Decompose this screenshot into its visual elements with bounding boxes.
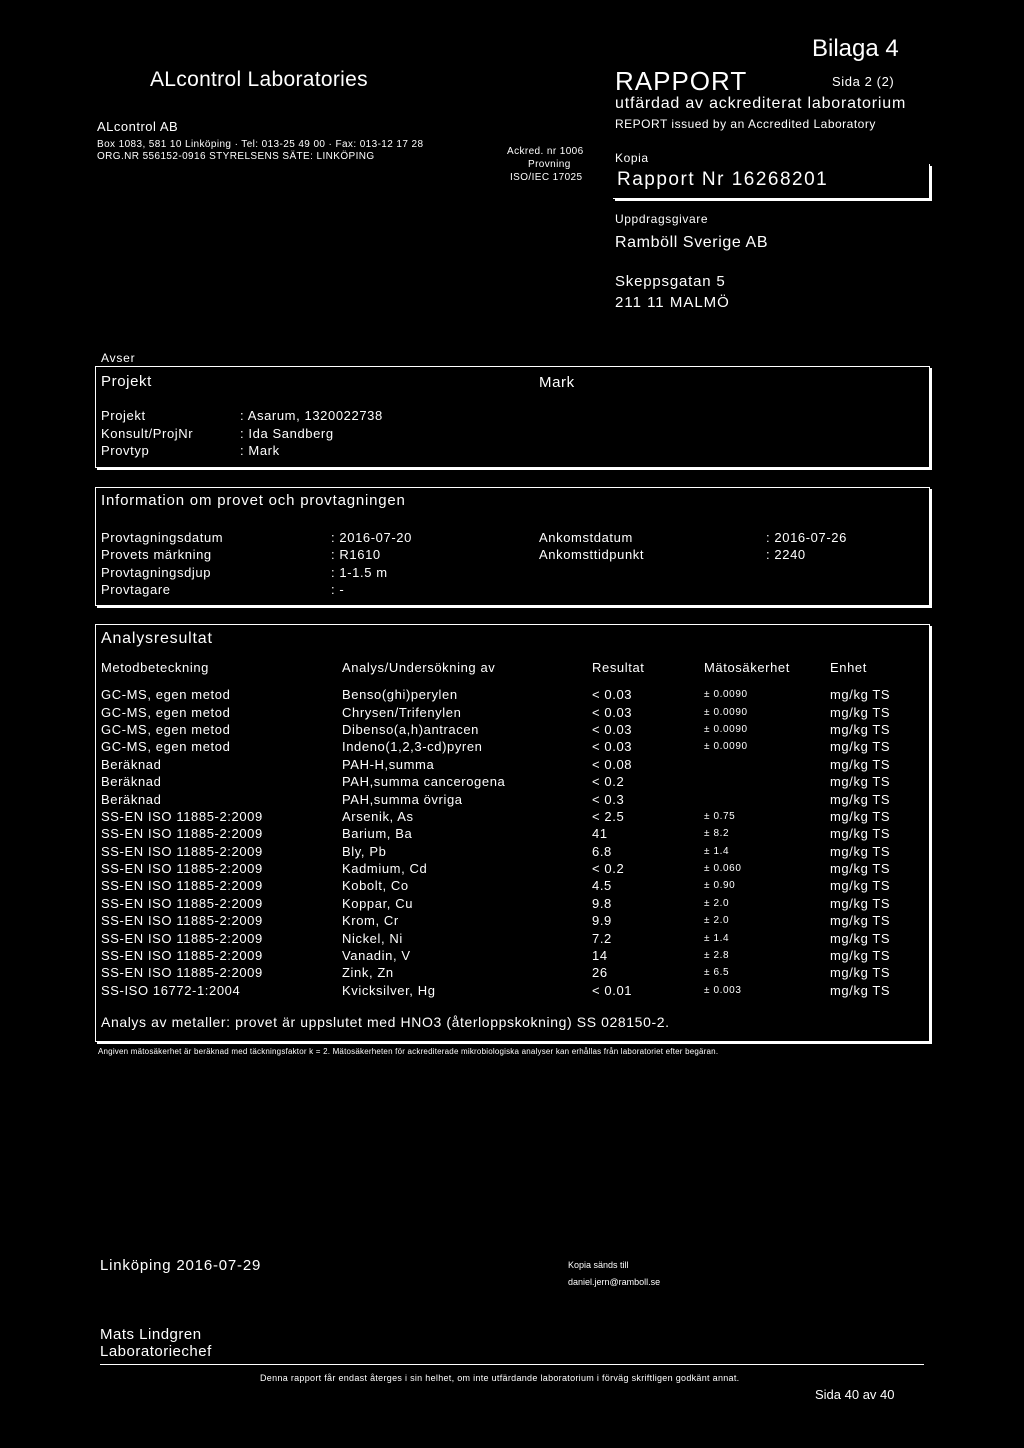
method-cell: SS-EN ISO 11885-2:2009 [101,913,263,929]
method-cell: SS-EN ISO 11885-2:2009 [101,878,263,894]
page-number-top: Sida 2 (2) [832,74,895,89]
table-row [101,860,910,877]
table-row [101,756,910,773]
uncertainty-cell: ± 0.90 [704,880,736,892]
column-header: Mätosäkerhet [704,660,790,675]
analysis-cell: Zink, Zn [342,965,394,981]
table-row [101,912,910,929]
info-value: : 2016-07-26 [766,530,847,545]
uncertainty-cell: ± 0.0090 [704,723,748,735]
analysis-cell: Kvicksilver, Hg [342,982,436,998]
results-title: Analysresultat [101,630,213,647]
footnote: Angiven mätosäkerhet är beräknad med täckningsfaktor k = 2. Mätosäkerheten för ackrediterade mikrobiologiska analyser kan erhållas från laboratoriet efter begäran. [98,1047,719,1056]
table-row [101,964,910,981]
uncertainty-cell: ± 0.0090 [704,706,748,718]
analysis-cell: Nickel, Ni [342,930,403,946]
info-value: : - [331,582,345,597]
unit-cell: mg/kg TS [830,826,891,842]
table-row [101,721,910,738]
signer-name: Mats Lindgren [100,1326,202,1343]
avser-value: : Mark [240,443,280,458]
table-row [101,790,910,807]
analysis-cell: Krom, Cr [342,913,399,929]
uncertainty-cell: ± 1.4 [704,845,730,857]
result-cell: 26 [592,965,608,981]
unit-cell: mg/kg TS [830,808,891,824]
uncertainty-cell: ± 6.5 [704,967,730,979]
result-cell: < 0.03 [592,704,633,720]
avser-label: Avser [101,351,136,365]
analysis-cell: PAH,summa cancerogena [342,774,506,790]
result-cell: 14 [592,948,608,964]
uncertainty-cell: ± 0.75 [704,810,736,822]
avser-value: : Ida Sandberg [240,426,334,441]
method-cell: SS-EN ISO 11885-2:2009 [101,965,263,981]
table-row [101,825,910,842]
table-row [101,738,910,755]
analysis-cell: Kobolt, Co [342,878,409,894]
table-row [101,929,910,946]
table-row [101,982,910,999]
uncertainty-cell: ± 0.0090 [704,741,748,753]
uncertainty-cell: ± 0.0090 [704,689,748,701]
method-cell: SS-EN ISO 11885-2:2009 [101,861,263,877]
uncertainty-cell: ± 0.003 [704,984,742,996]
result-cell: 41 [592,826,608,842]
table-row [101,703,910,720]
unit-cell: mg/kg TS [830,687,891,703]
unit-cell: mg/kg TS [830,982,891,998]
report-number: Rapport Nr 16268201 [617,169,829,190]
copy-email: daniel.jern@ramboll.se [568,1277,661,1287]
avser-key: Projekt [101,408,146,423]
info-value: : 2016-07-20 [331,530,412,545]
info-key: Ankomstdatum [539,530,633,545]
result-cell: < 0.08 [592,756,633,772]
analysis-cell: Benso(ghi)perylen [342,687,458,703]
unit-cell: mg/kg TS [830,878,891,894]
disclaimer: Denna rapport får endast återges i sin helhet, om inte utfärdande laboratorium i förväg skriftligen godkänt annat. [260,1373,740,1383]
bilaga-label: Bilaga 4 [812,35,899,62]
result-cell: < 0.03 [592,721,633,737]
results-note: Analys av metaller: provet är uppslutet med HNO3 (återloppskokning) SS 028150-2. [101,1014,670,1030]
uncertainty-cell: ± 0.060 [704,863,742,875]
column-header: Enhet [830,660,867,675]
unit-cell: mg/kg TS [830,721,891,737]
analysis-cell: Koppar, Cu [342,895,414,911]
method-cell: GC-MS, egen metod [101,721,231,737]
method-cell: SS-EN ISO 11885-2:2009 [101,895,263,911]
table-row [101,773,910,790]
result-cell: < 0.2 [592,774,625,790]
analysis-cell: PAH-H,summa [342,756,435,772]
analysis-cell: PAH,summa övriga [342,791,463,807]
method-cell: SS-ISO 16772-1:2004 [101,982,241,998]
client-city: 211 11 MALMÖ [615,294,730,311]
uncertainty-cell: ± 1.4 [704,932,730,944]
issued-sv: utfärdad av ackrediterat laboratorium [615,95,907,112]
unit-cell: mg/kg TS [830,791,891,807]
method-cell: GC-MS, egen metod [101,704,231,720]
unit-cell: mg/kg TS [830,774,891,790]
avser-key: Konsult/ProjNr [101,426,194,441]
company-name: ALcontrol AB [97,119,179,134]
analysis-cell: Dibenso(a,h)antracen [342,721,480,737]
analysis-cell: Bly, Pb [342,843,387,859]
result-cell: 9.9 [592,913,612,929]
info-key: Provtagningsdjup [101,565,212,580]
accreditation-nr: Ackred. nr 1006 [507,146,584,157]
result-cell: 9.8 [592,895,612,911]
info-key: Provtagare [101,582,171,597]
accreditation-standard: ISO/IEC 17025 [510,172,583,183]
table-row [101,877,910,894]
analysis-cell: Kadmium, Cd [342,861,428,877]
uncertainty-cell: ± 2.0 [704,897,730,909]
result-cell: 7.2 [592,930,612,946]
table-row [101,947,910,964]
signer-title: Laboratoriechef [100,1343,212,1360]
analysis-cell: Indeno(1,2,3-cd)pyren [342,739,483,755]
kopia-label: Kopia [615,151,649,165]
info-value: : R1610 [331,547,381,562]
org-number: ORG.NR 556152-0916 STYRELSENS SÄTE: LINKÖPING [97,151,375,162]
analysis-cell: Vanadin, V [342,948,411,964]
avser-box [95,366,930,468]
result-cell: 6.8 [592,843,612,859]
unit-cell: mg/kg TS [830,930,891,946]
avser-title-left: Projekt [101,373,152,390]
results-table [101,686,910,999]
method-cell: GC-MS, egen metod [101,687,231,703]
uncertainty-cell: ± 8.2 [704,828,730,840]
uncertainty-cell [704,790,830,807]
info-value: : 2240 [766,547,806,562]
result-cell: 4.5 [592,878,612,894]
place-date: Linköping 2016-07-29 [100,1257,262,1274]
page-number: Sida 40 av 40 [815,1387,895,1402]
uncertainty-cell: ± 2.8 [704,950,730,962]
unit-cell: mg/kg TS [830,756,891,772]
rapport-title: RAPPORT [615,66,748,96]
table-row [101,843,910,860]
method-cell: Beräknad [101,791,162,807]
method-cell: SS-EN ISO 11885-2:2009 [101,808,263,824]
company-address: Box 1083, 581 10 Linköping · Tel: 013-25 49 00 · Fax: 013-12 17 28 [97,139,424,150]
unit-cell: mg/kg TS [830,861,891,877]
analysis-cell: Chrysen/Trifenylen [342,704,462,720]
column-header: Analys/Undersökning av [342,660,496,675]
issued-en: REPORT issued by an Accredited Laboratory [615,117,876,131]
result-cell: < 2.5 [592,808,625,824]
unit-cell: mg/kg TS [830,948,891,964]
method-cell: SS-EN ISO 11885-2:2009 [101,826,263,842]
info-key: Ankomsttidpunkt [539,547,645,562]
client-name: Ramböll Sverige AB [615,234,769,251]
method-cell: SS-EN ISO 11885-2:2009 [101,843,263,859]
result-cell: < 0.3 [592,791,625,807]
info-title: Information om provet och provtagningen [101,492,406,509]
table-row [101,808,910,825]
client-label: Uppdragsgivare [615,212,709,226]
uncertainty-cell [704,773,830,790]
method-cell: SS-EN ISO 11885-2:2009 [101,948,263,964]
column-header: Metodbeteckning [101,660,210,675]
analysis-cell: Barium, Ba [342,826,413,842]
method-cell: Beräknad [101,756,162,772]
avser-key: Provtyp [101,443,150,458]
table-row [101,686,910,703]
result-cell: < 0.03 [592,739,633,755]
unit-cell: mg/kg TS [830,965,891,981]
avser-title-right: Mark [539,374,575,391]
copy-sent-label: Kopia sänds till [568,1260,629,1270]
info-key: Provtagningsdatum [101,530,224,545]
unit-cell: mg/kg TS [830,895,891,911]
accreditation-type: Provning [528,159,571,170]
uncertainty-cell [704,756,830,773]
method-cell: SS-EN ISO 11885-2:2009 [101,930,263,946]
analysis-cell: Arsenik, As [342,808,414,824]
unit-cell: mg/kg TS [830,913,891,929]
footer-divider [100,1364,924,1365]
result-cell: < 0.03 [592,687,633,703]
info-key: Provets märkning [101,547,212,562]
unit-cell: mg/kg TS [830,843,891,859]
result-cell: < 0.01 [592,982,633,998]
column-header: Resultat [592,660,645,675]
method-cell: GC-MS, egen metod [101,739,231,755]
unit-cell: mg/kg TS [830,704,891,720]
client-street: Skeppsgatan 5 [615,273,726,290]
unit-cell: mg/kg TS [830,739,891,755]
table-row [101,895,910,912]
info-value: : 1-1.5 m [331,565,388,580]
method-cell: Beräknad [101,774,162,790]
lab-name: ALcontrol Laboratories [150,68,368,91]
avser-value: : Asarum, 1320022738 [240,408,383,423]
result-cell: < 0.2 [592,861,625,877]
uncertainty-cell: ± 2.0 [704,915,730,927]
